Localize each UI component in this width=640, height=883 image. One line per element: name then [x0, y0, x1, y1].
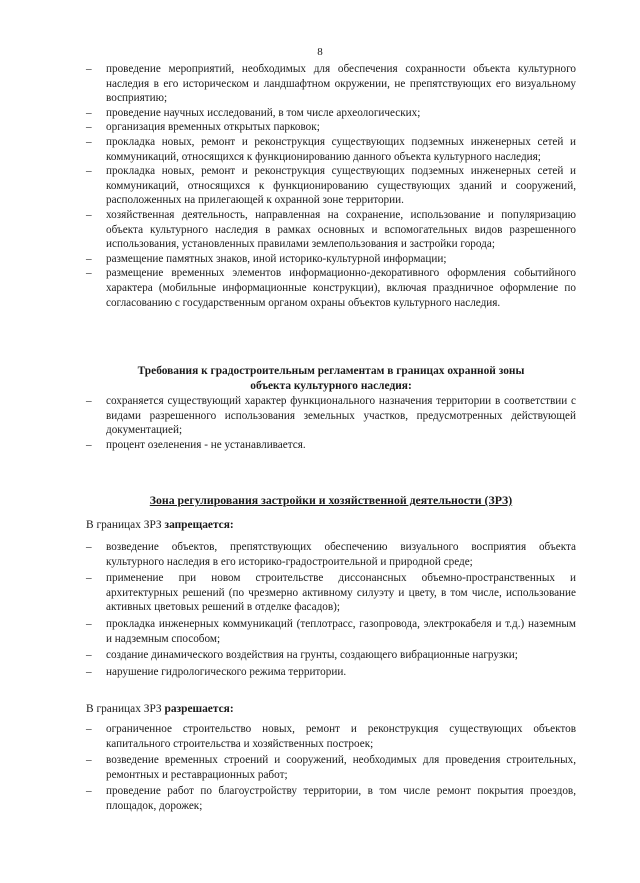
- dash-bullet: –: [86, 723, 92, 735]
- list-item: [86, 571, 576, 615]
- list-item-text: прокладка новых, ремонт и реконструкция существующих подземных инженерных сетей и коммуникаций, относящихся к функционированию данного объекта культурного наследия;: [106, 135, 576, 163]
- requirements-heading: [86, 364, 576, 393]
- list-item-text: прокладка инженерных коммуникаций (теплотрасс, газопровода, электрокабеля и т.д.) наземным и надземным способом;: [106, 617, 576, 645]
- dash-bullet: –: [86, 395, 92, 407]
- prohibited-lead-bold: запрещается:: [164, 519, 234, 531]
- prohibited-list-section: [86, 540, 576, 681]
- prohibited-lead: [86, 519, 234, 531]
- list-item: [86, 62, 576, 106]
- list-item-text: проведение мероприятий, необходимых для обеспечения сохранности объекта культурного наследия в его историческом и ландшафтном окружении, не препятствующих его визуальному восприятию;: [106, 63, 576, 105]
- dash-bullet: –: [86, 665, 92, 678]
- list-item-text: сохраняется существующий характер функционального назначения территории в соответствии с видами разрешенного использования земельных участков, предусмотренных действующей документацией;: [106, 395, 576, 437]
- dash-bullet: –: [86, 252, 92, 265]
- list-item-text: возведение временных строений и сооружений, необходимых для проведения строительных, ремонтных и реставрационных работ;: [106, 754, 576, 781]
- permitted-lead-bold: разрешается:: [164, 703, 234, 715]
- list-item-text: размещение временных элементов информационно-декоративного оформления событийного характера (мобильные информационные конструкции), включая праздничное оформление по согласованию с государственным органом охраны объектов культурного наследия.: [106, 267, 576, 309]
- dash-bullet: –: [86, 121, 92, 134]
- list-item-text: проведение работ по благоустройству территории, в том числе ремонт покрытия проездов, площадок, дорожек;: [106, 785, 576, 812]
- dash-bullet: –: [86, 572, 92, 585]
- list-item-text: организация временных открытых парковок;: [106, 121, 320, 134]
- prohibited-lead-prefix: В границах ЗРЗ: [86, 519, 165, 531]
- dash-bullet: –: [86, 63, 92, 75]
- dash-bullet: –: [86, 267, 92, 280]
- list-item: [86, 722, 576, 751]
- dash-bullet: –: [86, 617, 92, 630]
- page-number: 8: [317, 46, 323, 58]
- list-item-text: нарушение гидрологического режима территории.: [106, 665, 347, 678]
- list-item: [86, 784, 576, 813]
- list-item-text: ограниченное строительство новых, ремонт и реконструкция существующих объектов капитального строительства и хозяйственных построек;: [106, 723, 576, 750]
- permitted-lead-prefix: В границах ЗРЗ: [86, 703, 165, 715]
- dash-bullet: –: [86, 106, 92, 119]
- dash-bullet: –: [86, 165, 92, 178]
- list-item: [86, 753, 576, 782]
- dash-bullet: –: [86, 541, 92, 553]
- permitted-activities-list-section: [86, 62, 576, 310]
- list-item-text: создание динамического воздействия на грунты, создающего вибрационные нагрузки;: [106, 649, 518, 662]
- list-item-text: размещение памятных знаков, иной историко-культурной информации;: [106, 252, 447, 265]
- list-item-text: прокладка новых, ремонт и реконструкция существующих подземных инженерных сетей и коммуникаций, относящихся к функционированию существующих зданий и сооружений, расположенных на прилегающей к охранной зоне территории.: [106, 165, 576, 207]
- list-item: [86, 665, 576, 680]
- list-item: [86, 135, 576, 164]
- list-item-text: хозяйственная деятельность, направленная на сохранение, использование и популяризацию объекта культурного наследия в рамках основных и вспомогательных видов разрешенного использования, установленных правилами землепользования и застройки города;: [106, 208, 576, 251]
- dash-bullet: –: [86, 135, 92, 148]
- list-item: [86, 438, 576, 453]
- zone-title: Зона регулирования застройки и хозяйственной деятельности (ЗРЗ): [149, 493, 513, 507]
- list-item: [86, 164, 576, 208]
- list-item-text: проведение научных исследований, в том числе археологических;: [106, 106, 421, 119]
- permitted-lead: [86, 703, 234, 715]
- list-item: [86, 540, 576, 569]
- permitted-activities-list: [86, 62, 576, 310]
- zrz-permitted-list: [86, 722, 576, 814]
- requirements-heading-line2: объекта культурного наследия:: [250, 379, 412, 392]
- dash-bullet: –: [86, 438, 92, 451]
- list-item: [86, 208, 576, 252]
- list-item: [86, 394, 576, 438]
- dash-bullet: –: [86, 785, 92, 798]
- requirements-heading-line1: Требования к градостроительным регламентам в границах охранной зоны: [137, 365, 525, 377]
- requirements-list-section: [86, 394, 576, 452]
- list-item: [86, 648, 576, 663]
- list-item-text: процент озеленения - не устанавливается.: [106, 438, 306, 451]
- prohibited-list: [86, 540, 576, 679]
- list-item: [86, 617, 576, 646]
- dash-bullet: –: [86, 649, 92, 662]
- dash-bullet: –: [86, 754, 92, 767]
- list-item-text: применение при новом строительстве диссонансных объемно-пространственных и архитектурных решений (по чрезмерно активному силуэту и цвету, в том числе, использование активных цветовых решений в отделке фасадов);: [106, 572, 576, 614]
- list-item: [86, 106, 576, 121]
- list-item: [86, 252, 576, 267]
- list-item: [86, 120, 576, 135]
- zrz-permitted-list-section: [86, 722, 576, 816]
- list-item-text: возведение объектов, препятствующих обеспечению визуального восприятия объекта культурного наследия в его историко-градостроительной и природной среде;: [106, 541, 576, 568]
- requirements-list: [86, 394, 576, 452]
- dash-bullet: –: [86, 208, 92, 221]
- list-item: [86, 266, 576, 310]
